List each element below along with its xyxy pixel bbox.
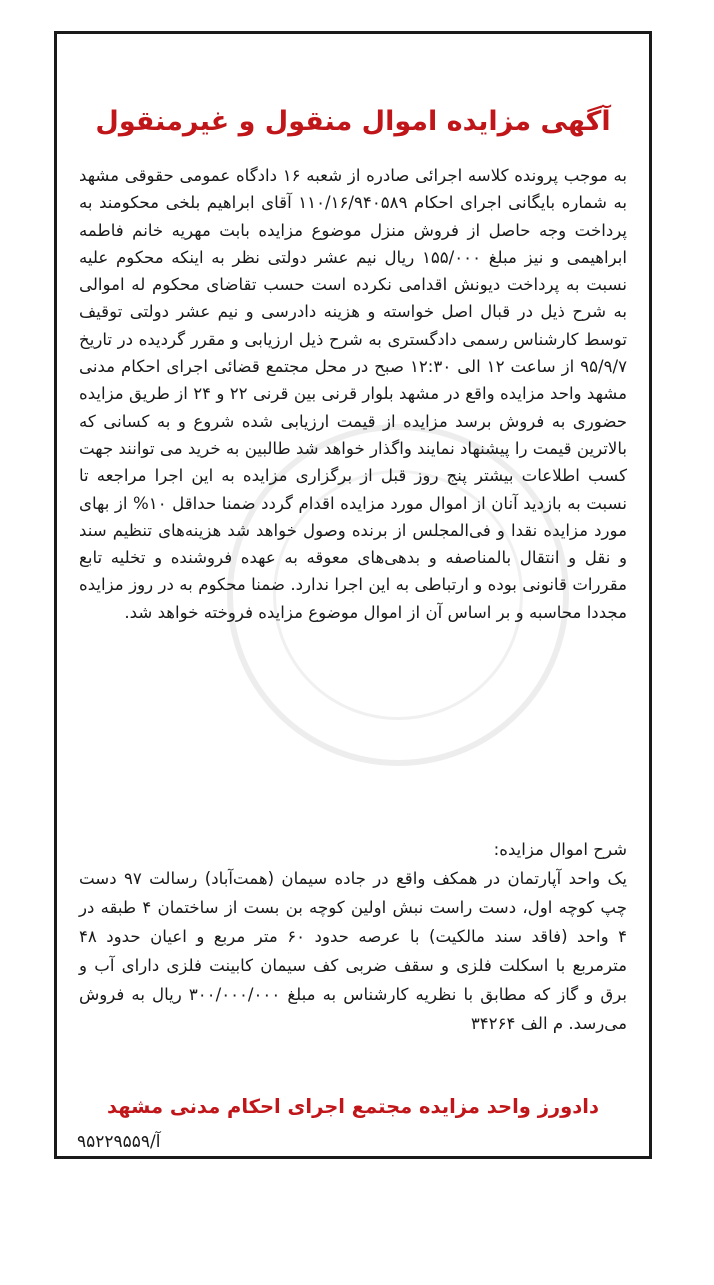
property-description-heading: شرح اموال مزایده: — [493, 840, 627, 859]
notice-title: آگهی مزایده اموال منقول و غیرمنقول — [95, 106, 611, 137]
notice-frame — [54, 31, 652, 1159]
property-description: یک واحد آپارتمان در همکف واقع در جاده سیمان (همت‌آباد) رسالت ۹۷ دست چپ کوچه اول، دست راست نبش اولین کوچه بن بست از ساختمان ۴ طبقه در ۴ واحد (فاقد سند مالکیت) با عرصه حدود ۶۰ متر مربع و اعیان حدود ۴۸ مترمربع با اسکلت فلزی و سقف ضربی کف سیمان کابینت فلزی دارای آب و برق و گاز که مطابق با نظریه کارشناس به مبلغ ۳۰۰/۰۰۰/۰۰۰ ریال به فروش می‌رسد. م الف ۳۴۲۶۴ — [79, 869, 628, 1033]
reference-code: آ/۹۵۲۲۹۵۵۹ — [77, 1132, 161, 1152]
issuer-signature: دادورز واحد مزایده مجتمع اجرای احکام مدنی مشهد — [107, 1095, 599, 1118]
notice-body: به موجب پرونده کلاسه اجرائی صادره از شعبه ۱۶ دادگاه عمومی حقوقی مشهد به شماره بایگانی اجرای احکام ۱۱۰/۱۶/۹۴۰۵۸۹ آقای ابراهیم بلخی محکومند به پرداخت وجه حاصل از فروش منزل موضوع مزایده بابت مهریه خانم فاطمه ابراهیمی و نیز مبلغ ۱۵۵/۰۰۰ ریال نیم عشر دولتی نظر به اینکه محکوم علیه نسبت به پرداخت دیونش اقدامی نکرده است حسب تقاضای محکوم له اموالی به شرح ذیل در قبال اصل خواسته و هزینه دادرسی و نیم عشر دولتی توقیف توسط کارشناس رسمی دادگستری به شرح ذیل ارزیابی و مقرر گردیده در تاریخ ۹۵/۹/۷ از ساعت ۱۲ الی ۱۲:۳۰ صبح در محل مجتمع قضائی اجرای احکام مدنی مشهد واحد مزایده واقع در مشهد بلوار قرنی بین قرنی ۲۲ و ۲۴ از طریق مزایده حضوری به فروش برسد مزایده از قیمت ارزیابی شده شروع و به کسانی که بالاترین قیمت را پیشنهاد نمایند واگذار خواهد شد طالبین به خرید می توانند جهت کسب اطلاعات بیشتر پنج روز قبل از برگزاری مزایده به این اجرا مراجعه تا نسبت به بازدید آنان از اموال مورد مزایده اقدام گردد ضمنا حداقل ۱۰% از بهای مورد مزایده نقدا و فی‌المجلس از برنده وصول خواهد شد هزینه‌های تنظیم سند و نقل و انتقال بالمناصفه و بدهی‌های معوقه به عهده فروشنده و تخلیه تابع مقررات قانونی بوده و ارتباطی به این اجرا ندارد. ضمنا محکوم به در روز مزایده مجددا محاسبه و بر اساس آن از اموال موضوع مزایده فروخته خواهد شد. — [79, 166, 628, 622]
